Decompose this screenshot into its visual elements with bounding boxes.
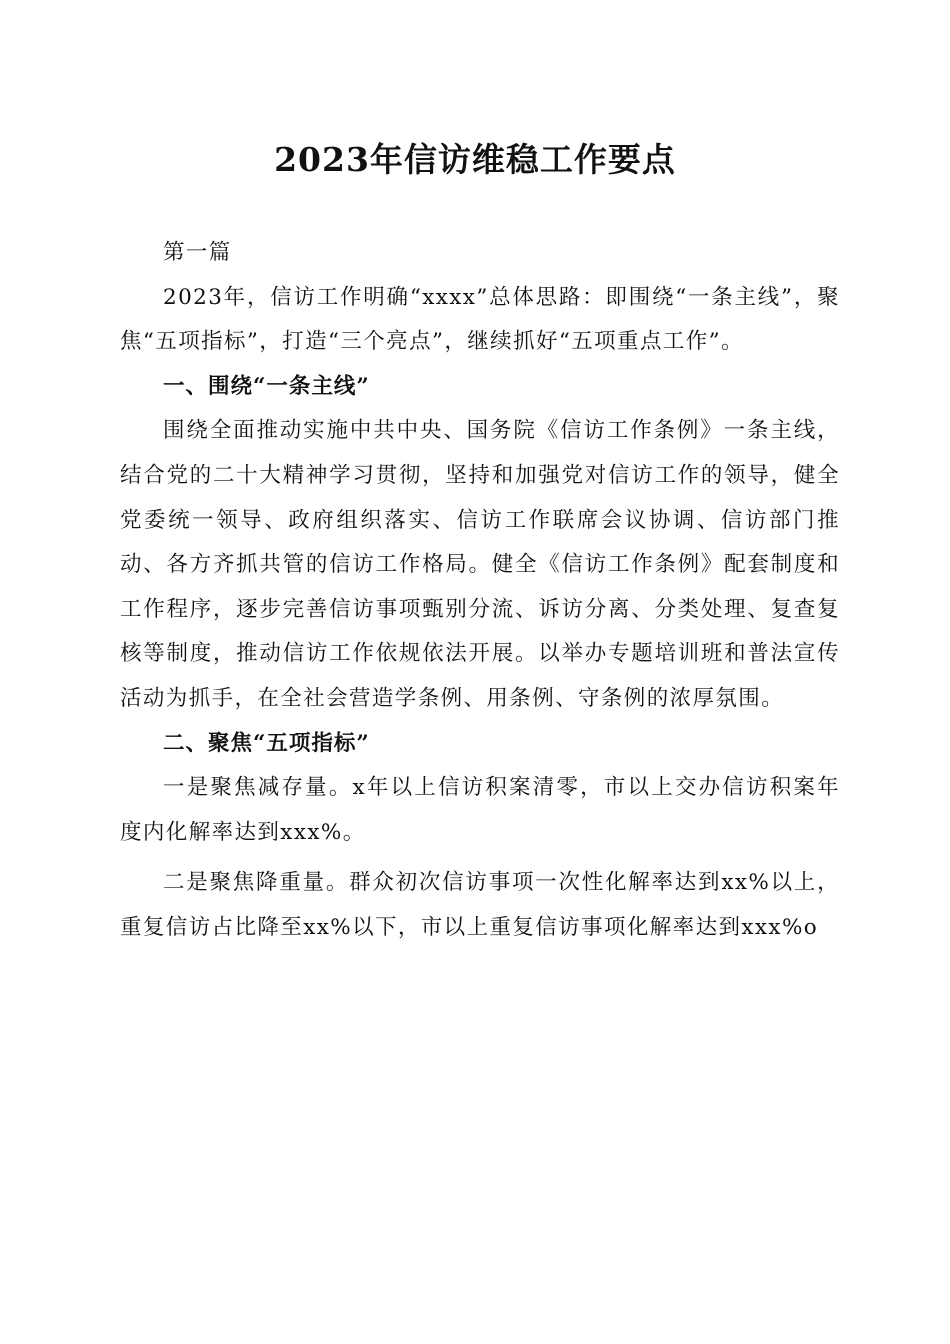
section-item-2: 二是聚焦降重量。群众初次信访事项一次性化解率达到xx%以上，重复信访占比降至xx%以下，市以上重复信访事项化解率达到xxx%o (120, 870, 840, 940)
document-body (120, 231, 840, 951)
page-title: 2023年信访维稳工作要点 (274, 140, 676, 179)
part-label: 第一篇 (163, 240, 232, 265)
section-item-1: 一是聚焦减存量。x年以上信访积案清零，市以上交办信访积案年度内化解率达到xxx%。 (120, 775, 840, 845)
section-body-1: 围绕全面推动实施中共中央、国务院《信访工作条例》一条主线，结合党的二十大精神学习贯彻，坚持和加强党对信访工作的领导，健全党委统一领导、政府组织落实、信访工作联席会议协调、信访部门推动、各方齐抓共管的信访工作格局。健全《信访工作条例》配套制度和工作程序，逐步完善信访事项甄别分流、诉访分离、分类处理、复查复核等制度，推动信访工作依规依法开展。以举办专题培训班和普法宣传活动为抓手，在全社会营造学条例、用条例、守条例的浓厚氛围。 (120, 418, 840, 711)
section-heading-1: 一、围绕“一条主线” (163, 373, 370, 399)
intro-paragraph: 2023年，信访工作明确“xxxx”总体思路：即围绕“一条主线”，聚焦“五项指标”，打造“三个亮点”，继续抓好“五项重点工作”。 (120, 284, 840, 355)
section-heading-2: 二、聚焦“五项指标” (163, 730, 370, 756)
